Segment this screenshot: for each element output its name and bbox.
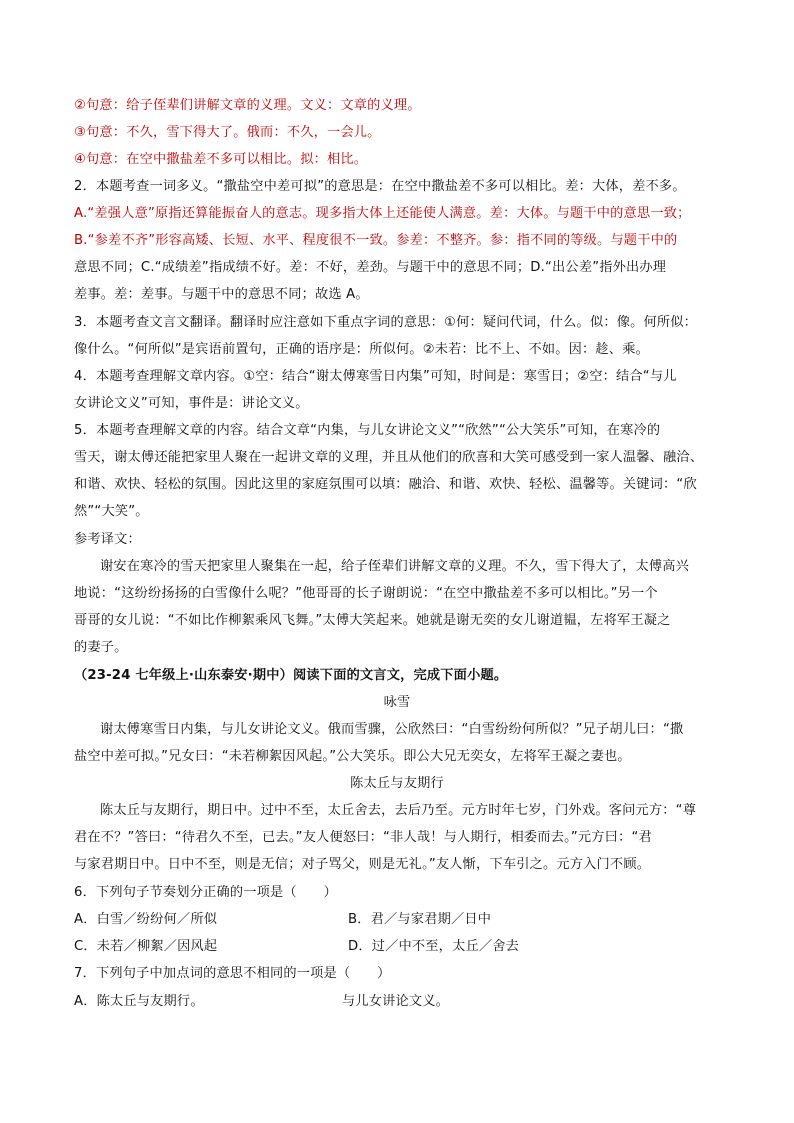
q6-option-a: A．白雪／纷纷何／所似 xyxy=(74,912,218,927)
poem-title-yongxue: 咏雪 xyxy=(383,695,411,710)
q6-option-d: D．过／中不至，太丘／舍去 xyxy=(348,939,520,954)
section-heading: （23-24 七年级上·山东泰安·期中）阅读下面的文言文，完成下面小题。 xyxy=(74,668,508,683)
q7-option-a-right: 与儿女讲论文义。 xyxy=(342,994,450,1009)
q2-line-4: 意思不同；C.“成绩差”指成绩不好。差：不好，差劲。与题干中的意思不同；D.“出公差”指外出办理 xyxy=(74,260,667,275)
q4-line-2: 女讲论文义”可知，事件是：讲论文义。 xyxy=(74,396,309,411)
yongxue-line-2: 盐空中差可拟。”兄女曰：“未若柳絮因风起。”公大笑乐。即公大兄无奕女，左将军王凝之妻也。 xyxy=(74,749,631,764)
chentaiqiu-line-1: 陈太丘与友期行，期日中。过中不至，太丘舍去，去后乃至。元方时年七岁，门外戏。客问元方：“尊 xyxy=(100,803,697,818)
yongxue-line-1: 谢太傅寒雪日内集，与儿女讲论文义。俄而雪骤，公欣然曰：“白雪纷纷何所似？”兄子胡儿曰：“撒 xyxy=(100,722,684,737)
question-6: 6．下列句子节奏划分正确的一项是（ ） xyxy=(74,885,337,900)
answer-juyi-2: ②句意：给子侄辈们讲解文章的义理。文义：文章的义理。 xyxy=(74,98,421,113)
reference-line-2: 地说：“这纷纷扬扬的白雪像什么呢？”他哥哥的长子谢朗说：“在空中撒盐差不多可以相比。”另一个 xyxy=(74,586,658,601)
reference-line-1: 谢安在寒冷的雪天把家里人聚集在一起，给子侄辈们讲解文章的义理。不久，雪下得大了，太傅高兴 xyxy=(100,559,690,574)
q5-line-2: 雪天，谢太傅还能把家里人聚在一起讲文章的义理，并且从他们的欣喜和大笑可感受到一家人温馨、融洽、 xyxy=(74,450,704,465)
chentaiqiu-line-3: 与家君期日中。日中不至，则是无信；对子骂父，则是无礼。”友人惭，下车引之。元方入门不顾。 xyxy=(74,857,651,872)
passage-title-chentaiqiu: 陈太丘与友期行 xyxy=(350,776,444,791)
reference-translation-title: 参考译文： xyxy=(74,532,141,547)
answer-juyi-3: ③句意：不久，雪下得大了。俄而：不久，一会儿。 xyxy=(74,125,381,140)
chentaiqiu-line-2: 君在不？”答曰：“待君久不至，已去。”友人便怒曰：“非人哉！与人期行，相委而去。”元方曰：“君 xyxy=(74,830,652,845)
q4-line-1: 4．本题考查理解文章内容。①空：结合“谢太傅寒雪日内集”可知，时间是：寒雪日；②空：结合“与儿 xyxy=(74,369,677,384)
q2-line-2: A.“差强人意”原指还算能振奋人的意志。现多指大体上还能使人满意。差：大体。与题干中的意思一致； xyxy=(74,206,691,221)
q3-line-1: 3．本题考查文言文翻译。翻译时应注意如下重点字词的意思：①何：疑问代词，什么。似：像。何所似： xyxy=(74,315,698,330)
q2-line-5: 差事。差：差事。与题干中的意思不同；故选 A。 xyxy=(74,287,369,302)
q2-line-3: B.“参差不齐”形容高矮、长短、水平、程度很不一致。参差：不整齐。参：指不同的等级。与题干中的 xyxy=(74,233,678,248)
reference-line-4: 的妻子。 xyxy=(74,640,128,655)
q5-line-1: 5．本题考查理解文章的内容。结合文章“内集，与儿女讲论文义”“欣然”“公大笑乐”可知，在寒冷的 xyxy=(74,423,661,438)
q3-line-2: 像什么。“何所似”是宾语前置句，正确的语序是：所似何。②未若：比不上、不如。因：趁、乘。 xyxy=(74,342,649,357)
question-7: 7．下列句子中加点词的意思不相同的一项是（ ） xyxy=(74,966,391,981)
q5-line-3: 和谐、欢快、轻松的氛围。因此这里的家庭氛围可以填：融洽、和谐、欢快、轻松、温馨等。关键词：“欣 xyxy=(74,477,697,492)
q6-option-c: C．未若／柳絮／因风起 xyxy=(74,939,218,954)
q5-line-4: 然”“大笑”。 xyxy=(74,504,149,519)
q7-option-a-left: A．陈太丘与友期行。 xyxy=(74,994,204,1009)
q6-option-b: B．君／与家君期／日中 xyxy=(348,912,492,927)
q2-line-1: 2．本题考查一词多义。“撒盐空中差可拟”的意思是：在空中撒盐差不多可以相比。差：大体，差不多。 xyxy=(74,179,686,194)
reference-line-3: 哥哥的女儿说：“不如比作柳絮乘风飞舞。”太傅大笑起来。她就是谢无奕的女儿谢道韫，左将军王凝之 xyxy=(74,613,671,628)
answer-juyi-4: ④句意：在空中撒盐差不多可以相比。拟：相比。 xyxy=(74,152,368,167)
